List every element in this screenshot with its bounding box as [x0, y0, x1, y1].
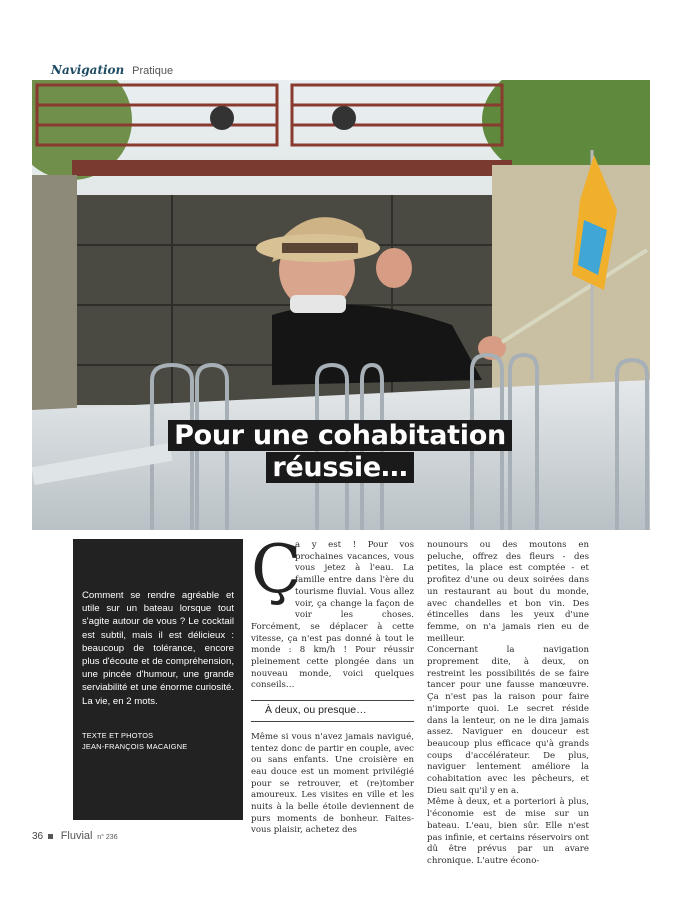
article-column-1 — [251, 531, 414, 837]
article-paragraph-4: Concernant la navigation proprement dite, à deux, on restreint les possibilités de se faire tancer pour une fausse manœuvre. Ça n'est pas la raison pour faire n'importe quoi. Le secret réside dans la lenteur, on ne le dira jamais assez. Naviguer en douceur est beaucoup plus efficace qu'à grands coups d'accélérateur. De plus, naviguer lentement améliore la cohabitation avec les pêcheurs, et Dieu sait qu'il y en a. — [427, 645, 589, 796]
credits — [82, 730, 234, 752]
article-paragraph-2: Même si vous n'avez jamais navigué, tentez donc de partir en couple, avec ou sans enfants. Une croisière en eau douce est un moment privilégié pour se retrouver, et (re)tomber amoureux. Les visites en ville et les nuits à la belle étoile deviennent de purs moments de bonheur. Faites-vous plaisir, achetez des — [251, 731, 414, 836]
article-paragraph-3: nounours ou des moutons en peluche, offrez des fleurs - des petites, la place est comptée - et profitez d'une ou deux soirées dans un restaurant au bout du monde, avec chandelles et bon vin. Des étincelles dans les yeux d'une femme, on n'a jamais rien eu de meilleur. — [427, 540, 589, 644]
page-footer — [32, 830, 118, 842]
issue-number: n° 236 — [97, 834, 118, 841]
article-paragraph-1: a y est ! Pour vos prochaines vacances, vous vous jetez à l'eau. La famille entre dans l'ère du tourisme fluvial. Vous allez voir, ça change la façon de voir les choses. Forcément, se déplacer à cette vitesse, ça n'est pas donné à tout le monde : 8 km/h ! Pour réussir pleinement cette plongée dans un nouveau monde, voici quelques conseils… — [251, 540, 414, 691]
section-label: Navigation — [51, 63, 125, 77]
credits-line-2: JEAN-FRANÇOIS MACAIGNE — [82, 741, 188, 751]
subsection-label: Pratique — [132, 65, 174, 77]
article-column-2 — [427, 540, 589, 868]
article-title-line-1: Pour une cohabitation — [168, 420, 512, 451]
drop-cap: Ç — [251, 531, 302, 608]
article-subhead: À deux, ou presque… — [251, 700, 414, 722]
credits-line-1: TEXTE ET PHOTOS — [82, 730, 154, 740]
section-header — [51, 63, 173, 77]
intro-box — [73, 539, 243, 820]
magazine-name: Fluvial — [60, 830, 93, 842]
separator-icon — [48, 834, 53, 839]
article-title-line-2: réussie… — [266, 452, 413, 483]
article-title-line-2-wrap — [0, 452, 680, 483]
article-title-line-1-wrap — [0, 420, 680, 451]
page-number: 36 — [32, 831, 44, 842]
intro-text: Comment se rendre agréable et utile sur un bateau lorsque tout s'agite autour de vous ? Le cocktail est subtil, mais il est délicieux : beaucoup de tolérance, encore plus d'écoute et de compréhension, une pincée d'humour, une grande serviabilité et une énorme curiosité. La vie, en 2 mots. — [82, 590, 234, 707]
article-paragraph-5: Même à deux, et a porteriori à plus, l'économie est de mise sur un bateau. L'eau, bien sûr. Elle n'est pas infinie, et certains réservoirs ont dû être prévus par un avare chronique. L'autre écono- — [427, 797, 589, 866]
